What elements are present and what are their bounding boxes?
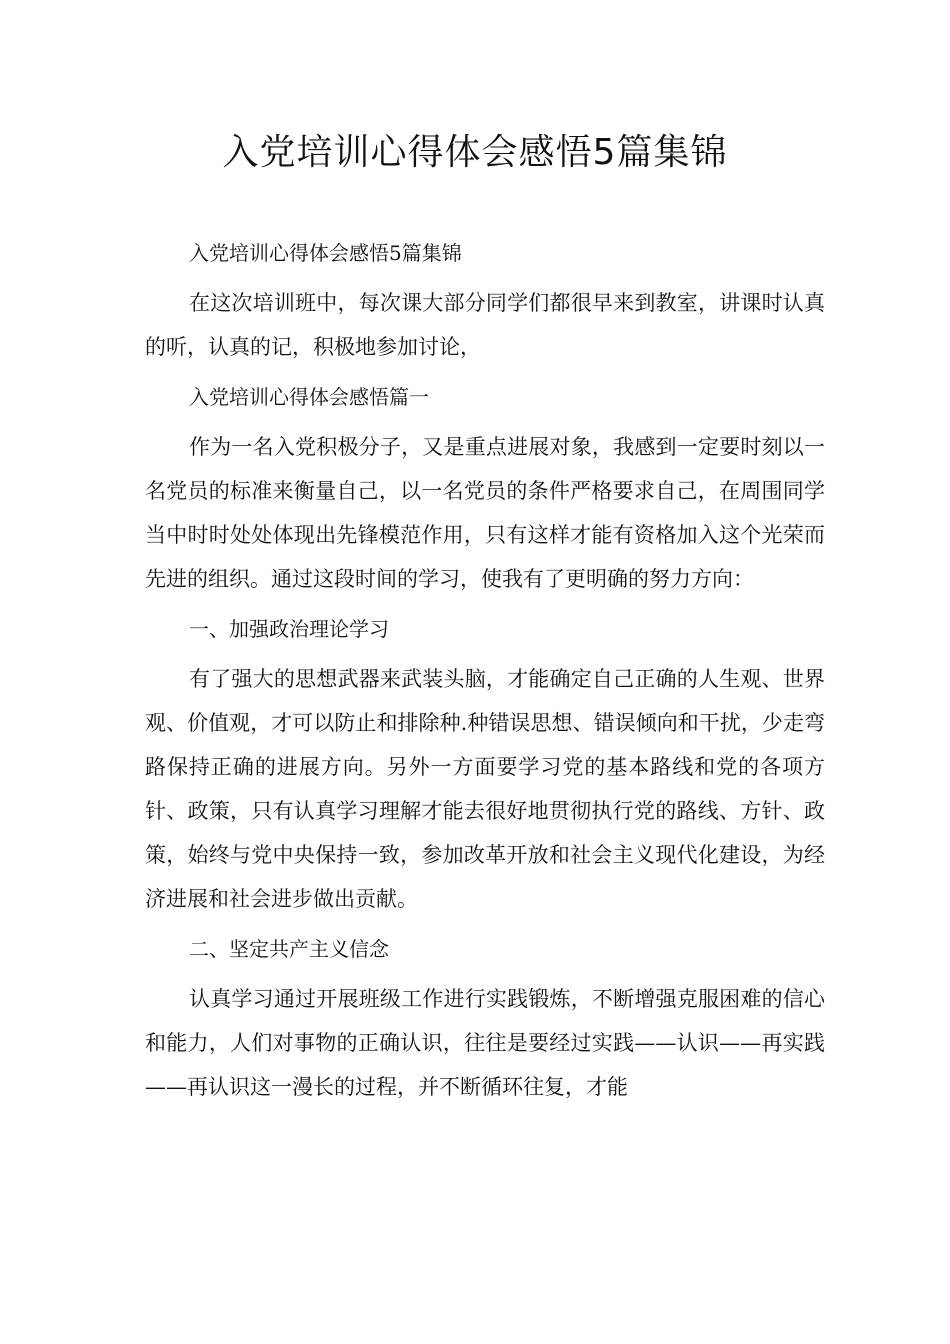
section-heading-part-one: 入党培训心得体会感悟篇一: [189, 385, 429, 409]
document-body: [145, 231, 825, 1115]
intro-paragraph: 在这次培训班中，每次课大部分同学们都很早来到教室，讲课时认真的听，认真的记，积极地参加讨论，: [145, 291, 825, 359]
subtitle-paragraph: 入党培训心得体会感悟5篇集锦: [189, 241, 462, 265]
body-paragraph: 有了强大的思想武器来武装头脑，才能确定自己正确的人生观、世界观、价值观，才可以防止和排除种.种错误思想、错误倾向和干扰，少走弯路保持正确的进展方向。另外一方面要学习党的基本路线和党的各项方针、政策，只有认真学习理解才能去很好地贯彻执行党的路线、方针、政策，始终与党中央保持一致，参加改革开放和社会主义现代化建设，为经济进展和社会进步做出贡献。: [145, 667, 825, 911]
section-heading-communist-belief: 二、坚定共产主义信念: [189, 937, 389, 961]
section-heading-political-theory: 一、加强政治理论学习: [189, 617, 389, 641]
body-paragraph: 作为一名入党积极分子，又是重点进展对象，我感到一定要时刻以一名党员的标准来衡量自己，以一名党员的条件严格要求自己，在周围同学当中时时处处体现出先锋模范作用，只有这样才能有资格加入这个光荣而先进的组织。通过这段时间的学习，使我有了更明确的努力方向：: [145, 435, 825, 591]
body-paragraph: 认真学习通过开展班级工作进行实践锻炼，不断增强克服困难的信心和能力，人们对事物的正确认识，往往是要经过实践——认识——再实践——再认识这一漫长的过程，并不断循环往复，才能: [145, 987, 825, 1099]
document-title: 入党培训心得体会感悟5篇集锦: [222, 132, 728, 173]
